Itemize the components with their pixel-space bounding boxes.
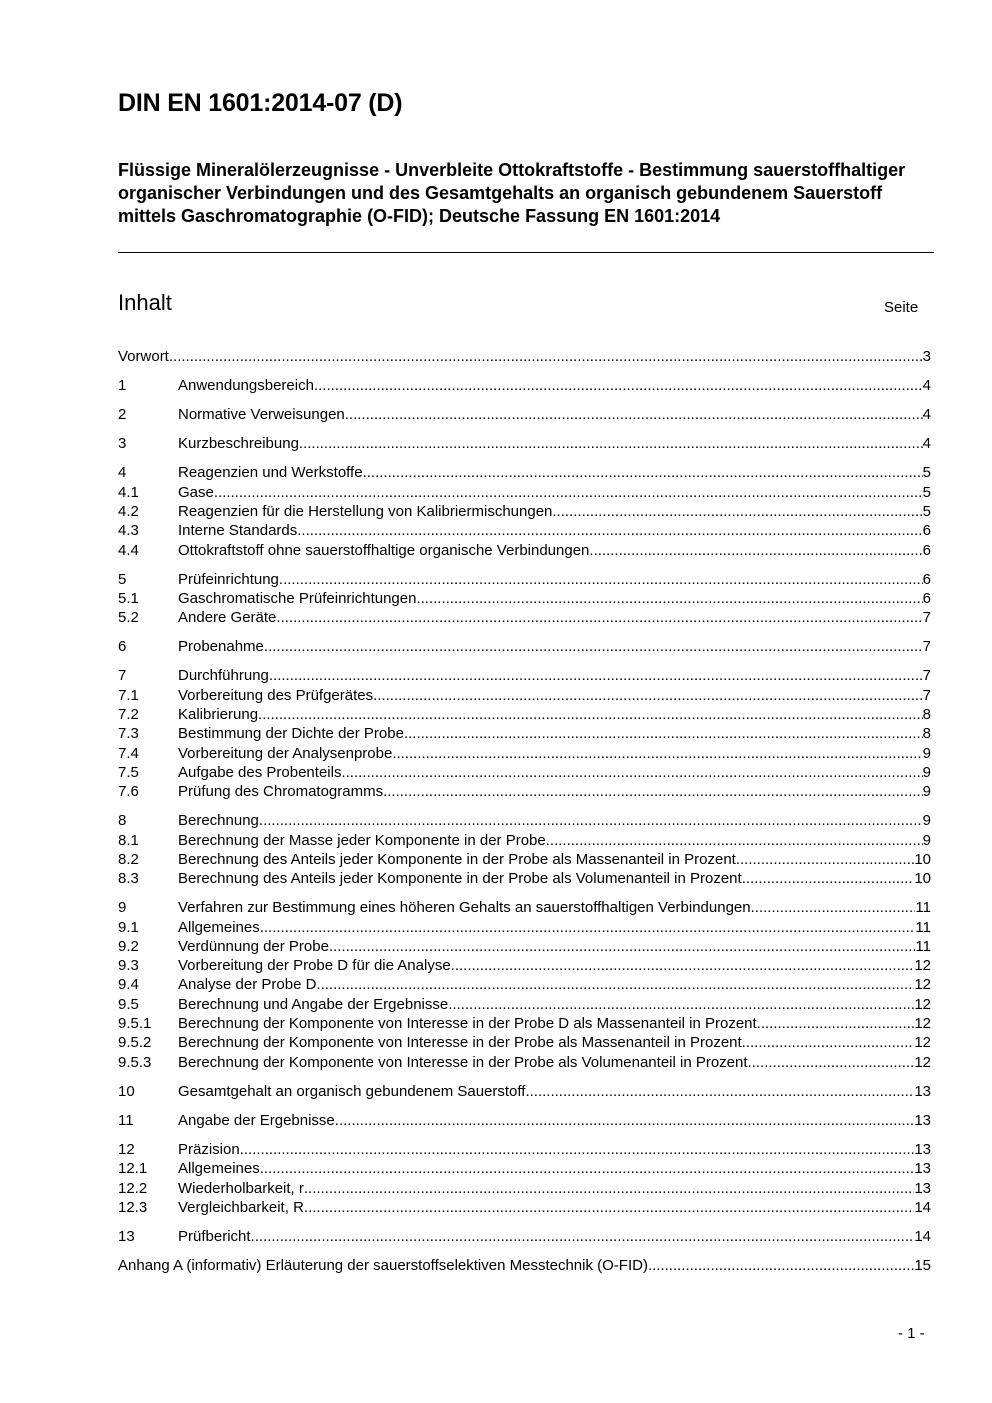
toc-entry[interactable] — [118, 1053, 931, 1072]
toc-entry[interactable] — [118, 918, 931, 937]
toc-dot-leader — [757, 1014, 915, 1033]
toc-entry-title: Bestimmung der Dichte der Probe — [178, 725, 404, 743]
toc-entry-page: 9 — [922, 812, 931, 830]
toc-dot-leader — [258, 705, 923, 724]
toc-entry[interactable] — [118, 744, 931, 763]
toc-dot-leader — [304, 1198, 914, 1217]
toc-entry[interactable] — [118, 995, 931, 1014]
toc-entry-page: 13 — [914, 1082, 931, 1100]
toc-dot-leader — [383, 782, 923, 801]
toc-entry-number: 9.4 — [118, 976, 139, 994]
toc-dot-leader — [279, 570, 923, 589]
toc-entry[interactable] — [118, 937, 931, 956]
page-number: - 1 - — [898, 1325, 925, 1342]
toc-entry-page: 4 — [922, 406, 931, 424]
title-divider — [118, 252, 934, 253]
toc-dot-leader — [546, 831, 923, 850]
toc-entry-number: 5.2 — [118, 609, 139, 627]
toc-entry-number: 8 — [118, 812, 127, 830]
toc-dot-leader — [341, 763, 922, 782]
toc-entry-page: 9 — [922, 783, 931, 801]
toc-dot-leader — [751, 898, 916, 917]
toc-entry-page: 10 — [914, 870, 931, 888]
toc-entry[interactable] — [118, 1198, 931, 1217]
toc-entry-number: 4 — [118, 464, 127, 482]
toc-dot-leader — [240, 1140, 915, 1159]
toc-entry-page: 13 — [914, 1179, 931, 1197]
toc-entry[interactable] — [118, 705, 931, 724]
toc-entry-title: Prüfeinrichtung — [178, 570, 279, 588]
toc-entry-title: Verdünnung der Probe — [178, 937, 329, 955]
toc-dot-leader — [260, 1159, 915, 1178]
toc-entry-number: 12.1 — [118, 1160, 148, 1178]
toc-entry[interactable] — [118, 608, 931, 627]
toc-entry-page: 11 — [915, 918, 931, 936]
toc-entry-number: 9.1 — [118, 918, 139, 936]
toc-entry-page: 7 — [922, 609, 931, 627]
toc-dot-leader — [314, 376, 923, 395]
toc-entry-page: 5 — [922, 464, 931, 482]
toc-dot-leader — [214, 483, 923, 502]
toc-dot-leader — [416, 589, 922, 608]
toc-entry-title: Normative Verweisungen — [178, 406, 345, 424]
toc-entry-page: 5 — [922, 502, 931, 520]
toc-entry-page: 6 — [922, 541, 931, 559]
toc-entry-title: Prüfbericht — [178, 1227, 251, 1245]
toc-entry[interactable] — [118, 405, 931, 424]
toc-entry-page: 12 — [914, 1053, 931, 1071]
toc-dot-leader — [335, 1111, 915, 1130]
toc-entry-title: Berechnung der Komponente von Interesse in der Probe als Massenanteil in Prozent — [178, 1034, 742, 1052]
toc-entry-page: 6 — [922, 570, 931, 588]
toc-dot-leader — [276, 608, 922, 627]
toc-entry[interactable] — [118, 956, 931, 975]
toc-entry-title: Probenahme — [178, 638, 264, 656]
toc-entry-title: Berechnung des Anteils jeder Komponente in der Probe als Massenanteil in Prozent — [178, 850, 736, 868]
toc-entry-number: 2 — [118, 406, 127, 424]
toc-dot-leader — [260, 918, 916, 937]
toc-entry-number: 8.2 — [118, 850, 139, 868]
toc-page-column-label: Seite — [884, 299, 919, 316]
toc-dot-leader — [404, 724, 923, 743]
toc-entry-number: 7.1 — [118, 686, 139, 704]
toc-entry[interactable] — [118, 811, 931, 830]
toc-entry-number: 13 — [118, 1227, 135, 1245]
toc-entry[interactable] — [118, 637, 931, 656]
toc-dot-leader — [345, 405, 923, 424]
toc-entry[interactable] — [118, 376, 931, 395]
toc-entry-page: 9 — [922, 831, 931, 849]
toc-entry-title: Berechnung des Anteils jeder Komponente in der Probe als Volumenanteil in Prozent — [178, 870, 742, 888]
toc-entry-number: 9.5.1 — [118, 1015, 152, 1033]
toc-entry-page: 8 — [922, 725, 931, 743]
toc-entry-title: Aufgabe des Probenteils — [178, 763, 342, 781]
toc-dot-leader — [304, 1179, 914, 1198]
toc-entry-title: Allgemeines — [178, 1160, 260, 1178]
toc-entry-number: 8.3 — [118, 870, 139, 888]
toc-entry-number: 4.2 — [118, 502, 139, 520]
toc-entry-title: Gesamtgehalt an organisch gebundenem Sauerstoff — [178, 1082, 526, 1100]
toc-dot-leader — [552, 502, 922, 521]
toc-dot-leader — [297, 521, 922, 540]
toc-entry-page: 13 — [914, 1160, 931, 1178]
toc-dot-leader — [259, 811, 923, 830]
toc-entry-title: Berechnung und Angabe der Ergebnisse — [178, 995, 449, 1013]
toc-entry[interactable] — [118, 434, 931, 453]
toc-dot-leader — [264, 637, 923, 656]
toc-dot-leader — [589, 541, 922, 560]
toc-entry-title: Prüfung des Chromatogramms — [178, 783, 384, 801]
toc-entry-title: Anwendungsbereich — [178, 377, 314, 395]
toc-dot-leader — [742, 1033, 915, 1052]
toc-entry[interactable] — [118, 686, 931, 705]
toc-entry[interactable] — [118, 502, 931, 521]
toc-entry[interactable] — [118, 724, 931, 743]
toc-dot-leader — [392, 744, 922, 763]
toc-entry-number: 12.2 — [118, 1179, 148, 1197]
toc-entry-page: 12 — [914, 1034, 931, 1052]
toc-entry[interactable] — [118, 666, 931, 685]
toc-entry[interactable] — [118, 975, 931, 994]
toc-dot-leader — [648, 1256, 914, 1275]
toc-entry[interactable] — [118, 831, 931, 850]
toc-entry-page: 7 — [922, 667, 931, 685]
toc-entry-title: Präzision — [178, 1140, 240, 1158]
toc-dot-leader — [373, 686, 923, 705]
toc-entry-page: 6 — [922, 589, 931, 607]
toc-entry-number: 6 — [118, 638, 127, 656]
toc-entry-page: 12 — [914, 995, 931, 1013]
toc-entry[interactable] — [118, 570, 931, 589]
toc-entry-page: 12 — [914, 976, 931, 994]
toc-entry-page: 13 — [914, 1111, 931, 1129]
toc-entry-title: Vorwort — [118, 348, 169, 365]
toc-entry-title: Ottokraftstoff ohne sauerstoffhaltige organische Verbindungen — [178, 541, 590, 559]
toc-entry-page: 6 — [922, 522, 931, 540]
table-of-contents — [118, 347, 931, 1275]
toc-entry-page: 11 — [915, 937, 931, 955]
toc-entry-title: Reagenzien für die Herstellung von Kalibriermischungen — [178, 502, 553, 520]
toc-entry[interactable] — [118, 782, 931, 801]
toc-dot-leader — [329, 937, 915, 956]
toc-dot-leader — [269, 666, 923, 685]
document-subtitle: Flüssige Mineralölerzeugnisse - Unverbleite Ottokraftstoffe - Bestimmung sauerstoffhaltiger organischer Verbindungen und des Gesamtgehalts an organisch gebundenem Sauerstoff mittels Gaschromatographie (O-FID); Deutsche Fassung EN 1601:2014 — [118, 160, 906, 226]
toc-entry-number: 7.3 — [118, 725, 139, 743]
toc-entry[interactable] — [118, 1033, 931, 1052]
toc-entry-number: 7 — [118, 667, 127, 685]
toc-entry-page: 14 — [914, 1227, 931, 1245]
toc-dot-leader — [451, 956, 915, 975]
toc-entry-number: 3 — [118, 435, 127, 453]
toc-dot-leader — [736, 850, 914, 869]
toc-entry-number: 9 — [118, 899, 127, 917]
toc-entry-title: Berechnung — [178, 812, 259, 830]
toc-entry-title: Angabe der Ergebnisse — [178, 1111, 335, 1129]
toc-entry-number: 9.2 — [118, 937, 139, 955]
toc-entry-title: Gaschromatische Prüfeinrichtungen — [178, 589, 417, 607]
toc-entry-page: 4 — [922, 377, 931, 395]
toc-entry-number: 7.6 — [118, 783, 139, 801]
toc-entry-number: 4.3 — [118, 522, 139, 540]
toc-entry-title: Allgemeines — [178, 918, 260, 936]
toc-entry-page: 12 — [914, 1015, 931, 1033]
toc-entry-page: 9 — [922, 763, 931, 781]
toc-entry[interactable] — [118, 1082, 931, 1101]
toc-entry[interactable] — [118, 347, 931, 366]
toc-entry-title: Interne Standards — [178, 522, 298, 540]
toc-entry-number: 7.5 — [118, 763, 139, 781]
toc-heading: Inhalt — [118, 290, 172, 315]
toc-entry-page: 10 — [914, 850, 931, 868]
toc-entry[interactable] — [118, 463, 931, 482]
toc-entry-number: 7.4 — [118, 744, 139, 762]
toc-entry-page: 3 — [922, 348, 931, 365]
toc-entry-number: 9.5.3 — [118, 1053, 152, 1071]
toc-dot-leader — [316, 975, 914, 994]
toc-entry-title: Vorbereitung des Prüfgerätes — [178, 686, 374, 704]
toc-entry-number: 5.1 — [118, 589, 139, 607]
toc-entry-number: 1 — [118, 377, 127, 395]
toc-entry[interactable] — [118, 521, 931, 540]
toc-entry-title: Berechnung der Komponente von Interesse in der Probe als Volumenanteil in Prozent — [178, 1053, 748, 1071]
toc-dot-leader — [251, 1227, 915, 1246]
toc-entry[interactable] — [118, 541, 931, 560]
toc-entry[interactable] — [118, 850, 931, 869]
toc-entry-number: 11 — [118, 1111, 134, 1129]
toc-entry-number: 12.3 — [118, 1198, 148, 1216]
toc-entry-number: 4.4 — [118, 541, 139, 559]
toc-entry-page: 4 — [922, 435, 931, 453]
toc-dot-leader — [299, 434, 923, 453]
toc-entry[interactable] — [118, 1227, 931, 1246]
toc-entry-page: 12 — [914, 957, 931, 975]
toc-entry-number: 9.5.2 — [118, 1034, 152, 1052]
toc-entry-title: Andere Geräte — [178, 609, 277, 627]
toc-entry[interactable] — [118, 1159, 931, 1178]
toc-entry-title: Vorbereitung der Probe D für die Analyse — [178, 957, 451, 975]
toc-entry-title: Wiederholbarkeit, r — [178, 1179, 304, 1197]
toc-entry[interactable] — [118, 869, 931, 888]
toc-entry[interactable] — [118, 1140, 931, 1159]
toc-dot-leader — [748, 1053, 915, 1072]
toc-entry-title: Kalibrierung — [178, 706, 259, 724]
toc-entry-page: 14 — [914, 1198, 931, 1216]
toc-entry-number: 7.2 — [118, 706, 139, 724]
toc-entry-number: 8.1 — [118, 831, 139, 849]
toc-entry-number: 9.5 — [118, 995, 139, 1013]
toc-entry-page: 8 — [922, 706, 931, 724]
toc-entry-page: 11 — [915, 899, 931, 917]
toc-entry-title: Berechnung der Masse jeder Komponente in der Probe — [178, 831, 546, 849]
toc-entry-title: Vorbereitung der Analysenprobe — [178, 744, 393, 762]
toc-entry-number: 10 — [118, 1082, 135, 1100]
toc-entry-title: Vergleichbarkeit, R — [178, 1198, 304, 1216]
toc-entry-page: 7 — [922, 638, 931, 656]
toc-entry-number: 9.3 — [118, 957, 139, 975]
toc-entry-page: 13 — [914, 1140, 931, 1158]
toc-entry-title: Analyse der Probe D — [178, 976, 317, 994]
toc-entry-title: Durchführung — [178, 667, 269, 685]
toc-entry[interactable] — [118, 1014, 931, 1033]
toc-entry-page: 7 — [922, 686, 931, 704]
document-title: DIN EN 1601:2014-07 (D) — [118, 89, 403, 117]
toc-entry[interactable] — [118, 1179, 931, 1198]
toc-entry-title: Gase — [178, 483, 214, 501]
toc-dot-leader — [742, 869, 915, 888]
toc-entry-number: 5 — [118, 570, 127, 588]
toc-entry-title: Anhang A (informativ) Erläuterung der sauerstoffselektiven Messtechnik (O-FID) — [118, 1257, 648, 1275]
toc-entry[interactable] — [118, 898, 931, 917]
toc-entry[interactable] — [118, 589, 931, 608]
toc-entry-title: Verfahren zur Bestimmung eines höheren Gehalts an sauerstoffhaltigen Verbindungen — [178, 899, 751, 917]
toc-entry-page: 15 — [914, 1257, 931, 1275]
toc-entry-page: 5 — [922, 483, 931, 501]
toc-entry[interactable] — [118, 483, 931, 502]
toc-dot-leader — [363, 463, 923, 482]
toc-entry-number: 4.1 — [118, 483, 139, 501]
toc-entry-number: 12 — [118, 1140, 135, 1158]
toc-dot-leader — [169, 347, 923, 366]
toc-dot-leader — [525, 1082, 914, 1101]
toc-entry-page: 9 — [922, 744, 931, 762]
toc-entry-title: Reagenzien und Werkstoffe — [178, 464, 363, 482]
toc-entry[interactable] — [118, 763, 931, 782]
toc-entry[interactable] — [118, 1256, 931, 1275]
toc-entry-title: Berechnung der Komponente von Interesse in der Probe D als Massenanteil in Prozent — [178, 1015, 757, 1033]
toc-entry-title: Kurzbeschreibung — [178, 435, 299, 453]
toc-entry[interactable] — [118, 1111, 931, 1130]
toc-dot-leader — [448, 995, 914, 1014]
